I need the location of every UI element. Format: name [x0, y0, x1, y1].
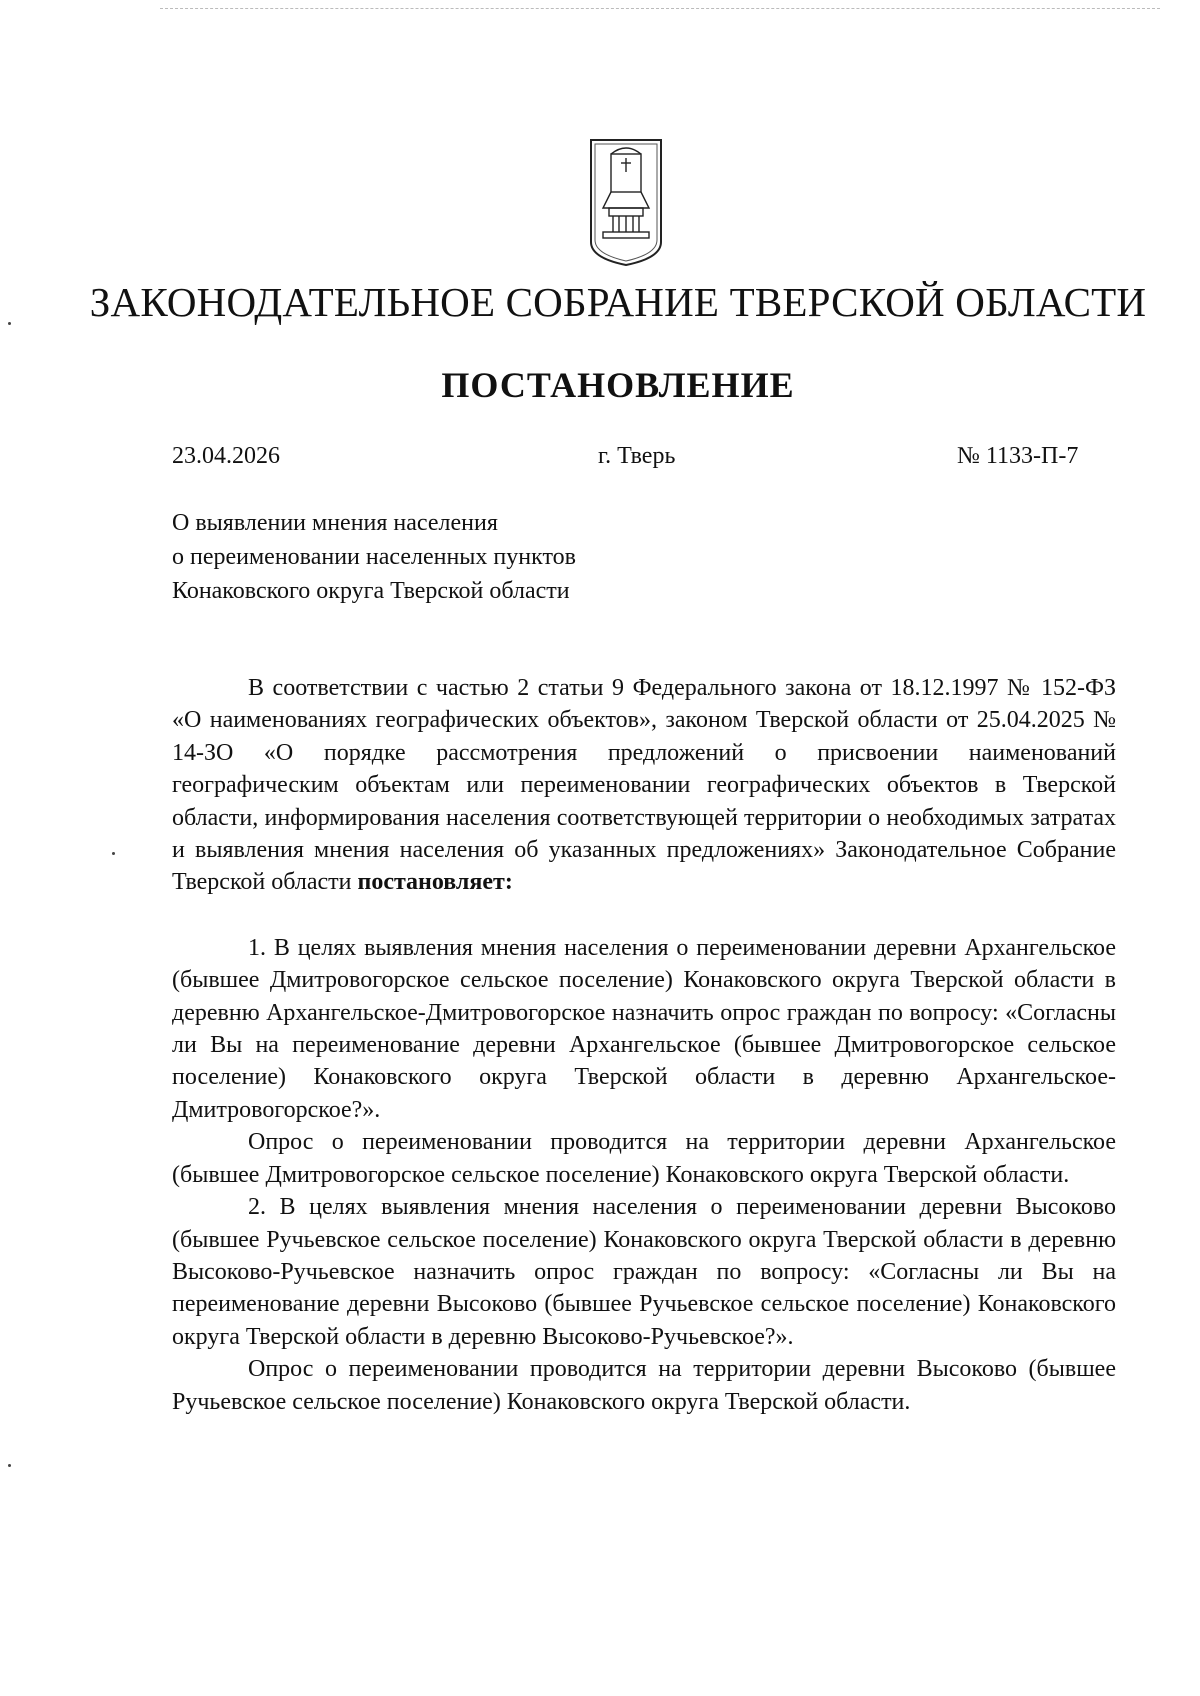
clause-1-paragraph: 1. В целях выявления мнения населения о переименовании деревни Архангельское (бывшее Дмитровогорское сельское поселение) Конаковского округа Тверской области в деревню Архангельское-Дмитровогорское назначить опрос граждан по вопросу: «Согласны ли Вы на переименование деревни Архангельское (бывшее Дмитровогорское сельское поселение) Конаковского округа Тверской области в деревню Архангельское-Дмитровогорское?». [172, 934, 1116, 1123]
document-city: г. Тверь [598, 443, 676, 469]
clause-2-paragraph: 2. В целях выявления мнения населения о переименовании деревни Высоково (бывшее Ручьевское сельское поселение) Конаковского округа Тверской области в деревню Высоково-Ручьевское назначить опрос граждан по вопросу: «Согласны ли Вы на переименование деревни Высоково (бывшее Ручьевское сельское поселение) Конаковского округа Тверской области в деревню Высоково-Ручьевское?». [172, 1194, 1116, 1350]
subject-line: о переименовании населенных пунктов [172, 544, 576, 570]
document-type-title: ПОСТАНОВЛЕНИЕ [441, 365, 795, 405]
clause-1-note-paragraph: Опрос о переименовании проводится на территории деревни Архангельское (бывшее Дмитровогорское сельское поселение) Конаковского округа Тверской области. [172, 1129, 1116, 1188]
scan-speck [8, 1464, 11, 1467]
tver-coat-of-arms-icon [589, 138, 663, 266]
document-date: 23.04.2026 [172, 443, 280, 469]
preamble-paragraph [172, 672, 1116, 899]
preamble-text: В соответствии с частью 2 статьи 9 Федерального закона от 18.12.1997 № 152-ФЗ «О наименованиях географических объектов», законом Тверской области от 25.04.2025 № 14-ЗО «О порядке рассмотрения предложений о присвоении наименований географическим объектам или переименовании географических объектов в Тверской области, информирования населения соответствующей территории о необходимых затратах и выявления мнения населения об указанных предложениях» Законодательное Собрание Тверской области [172, 675, 1116, 896]
subject-line: Конаковского округа Тверской области [172, 578, 570, 604]
clause-2-note-paragraph: Опрос о переименовании проводится на территории деревни Высоково (бывшее Ручьевское сельское поселение) Конаковского округа Тверской области. [172, 1356, 1116, 1415]
subject-line: О выявлении мнения населения [172, 510, 498, 536]
scan-artifact-line [160, 8, 1160, 13]
organization-title: ЗАКОНОДАТЕЛЬНОЕ СОБРАНИЕ ТВЕРСКОЙ ОБЛАСТИ [89, 279, 1147, 325]
scan-speck [8, 322, 11, 325]
document-body [172, 672, 1116, 1418]
scan-speck [112, 852, 115, 855]
resolves-keyword: постановляет: [357, 869, 513, 896]
document-number: № 1133-П-7 [957, 443, 1079, 469]
document-subject [172, 506, 772, 608]
